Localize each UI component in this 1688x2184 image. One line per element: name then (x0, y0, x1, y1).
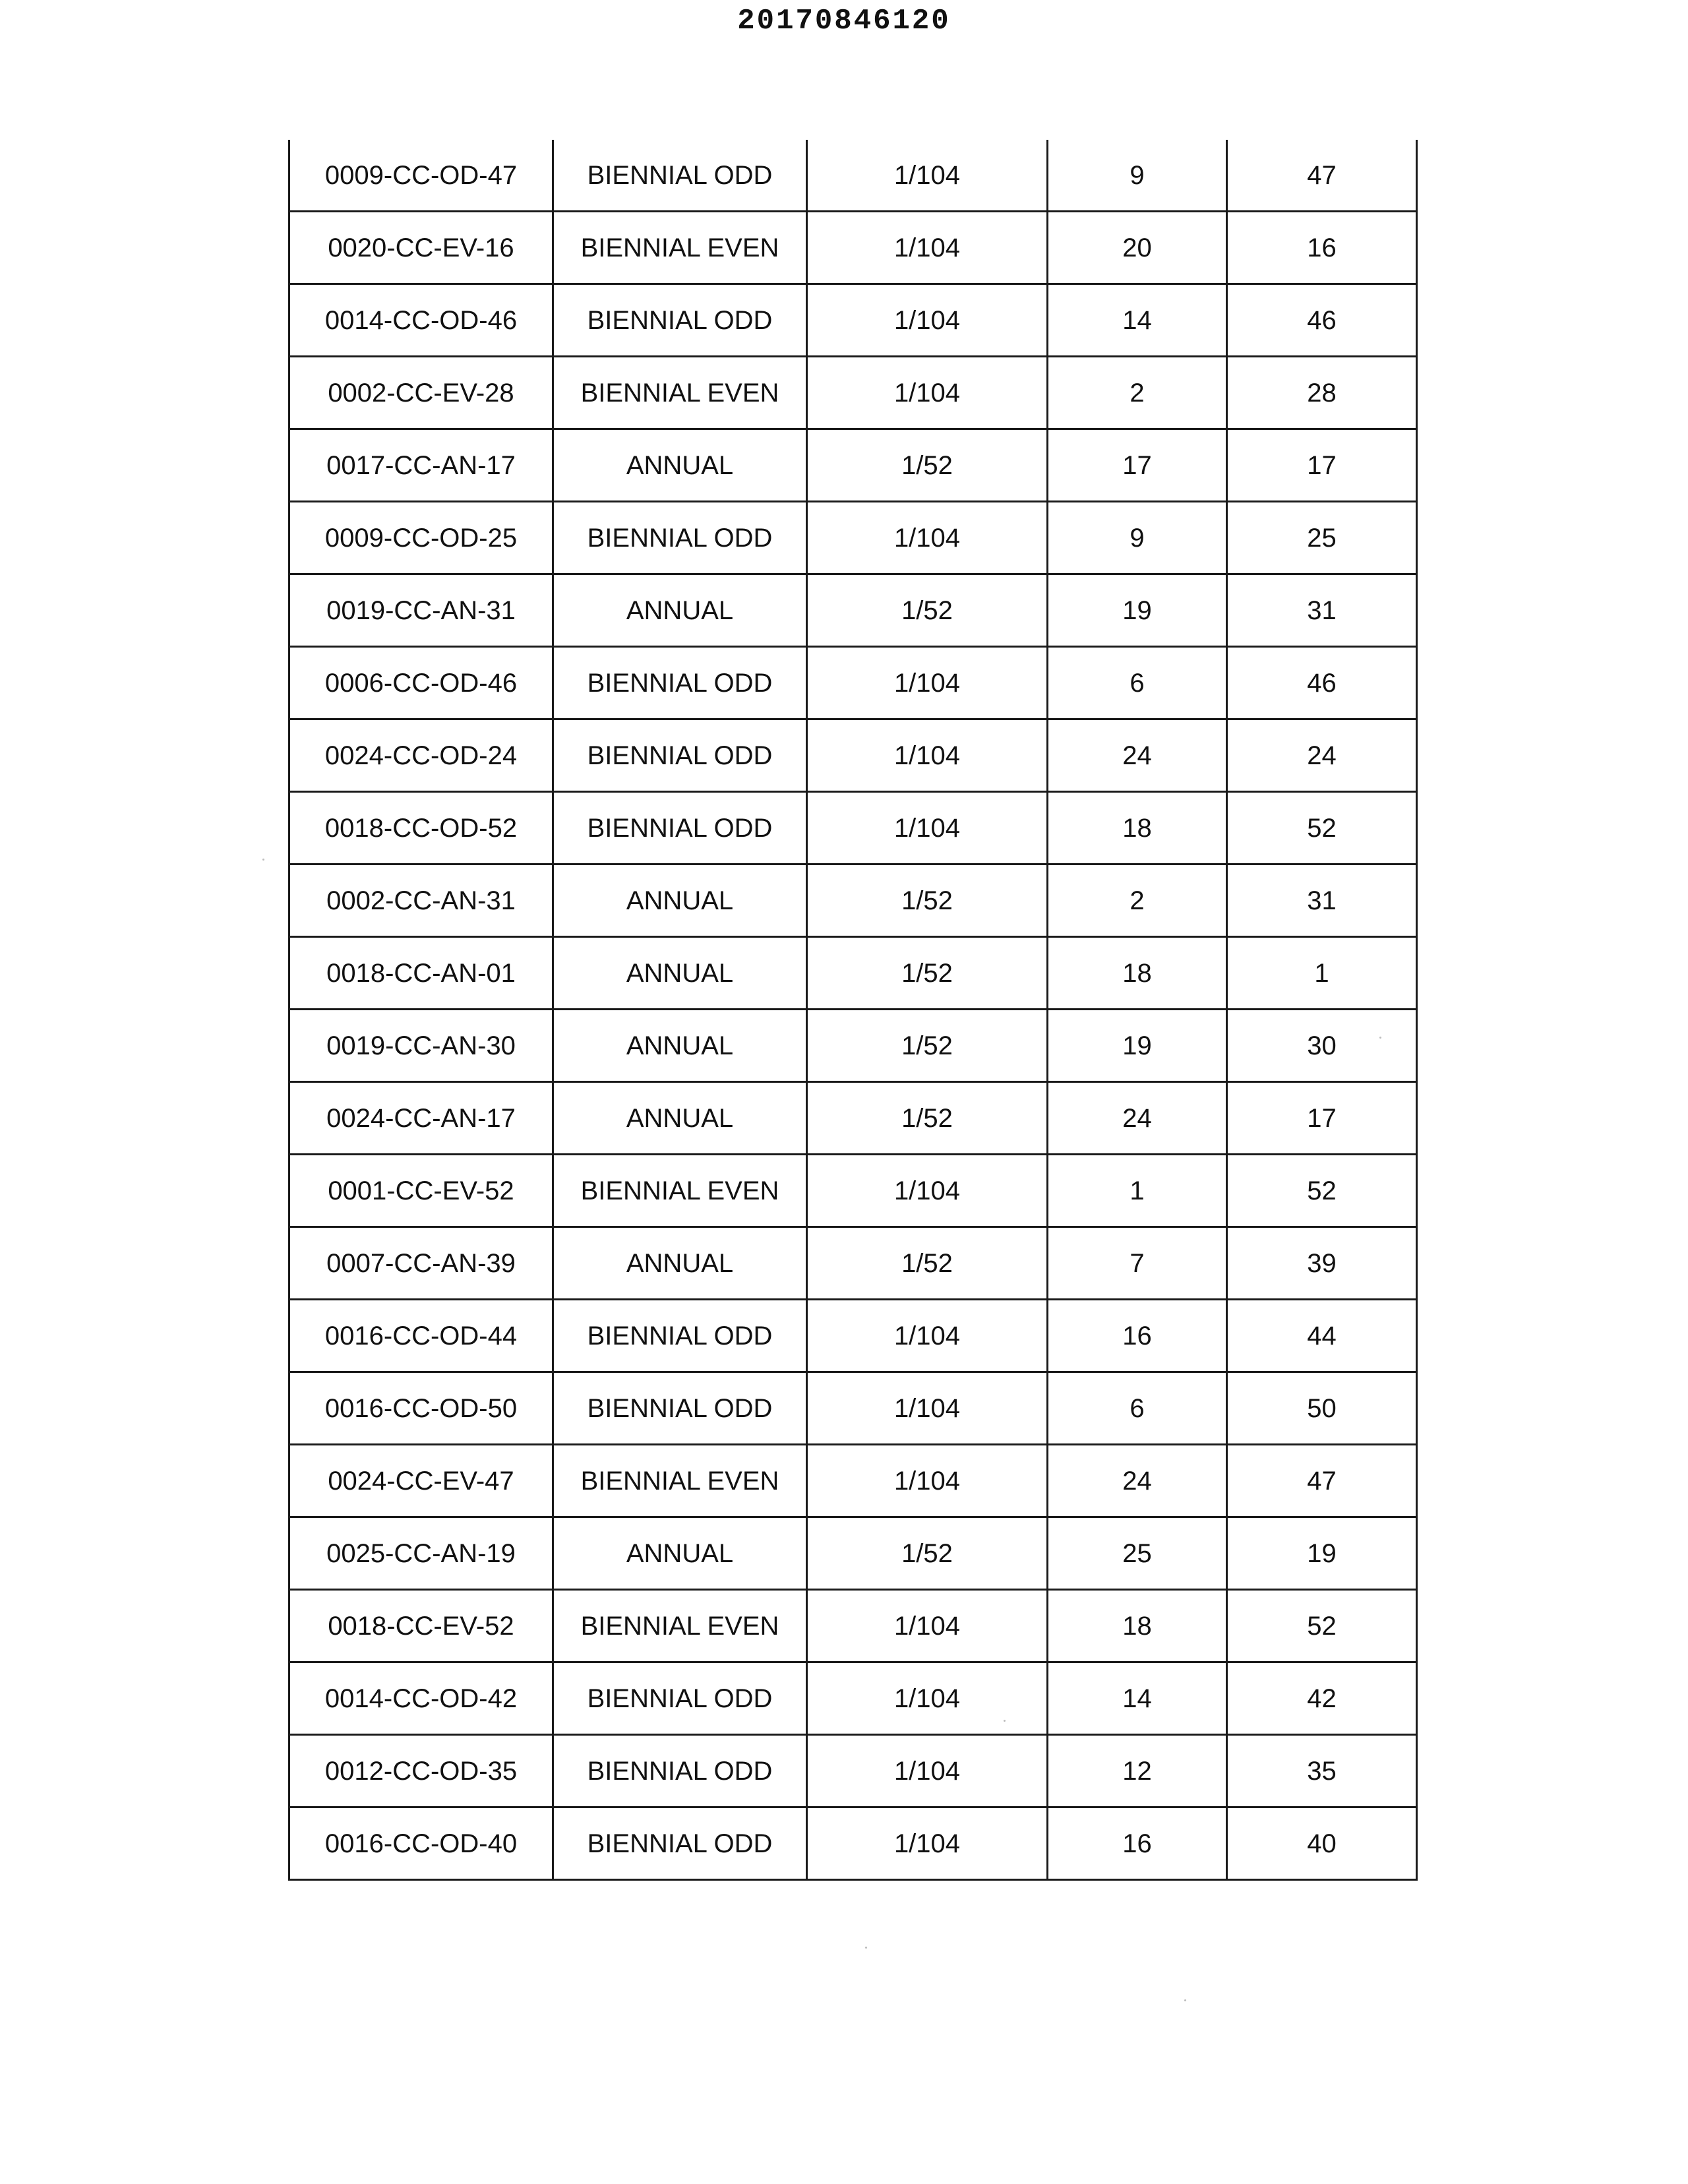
schedule-type-cell: ANNUAL (553, 1227, 807, 1300)
record-id-cell: 0018-CC-AN-01 (289, 937, 553, 1010)
schedule-type-cell: BIENNIAL ODD (553, 1372, 807, 1445)
frequency-cell: 1/104 (807, 357, 1048, 429)
schedule-type-cell: BIENNIAL ODD (553, 284, 807, 357)
week-number-cell: 16 (1048, 1807, 1227, 1880)
table-row (289, 284, 1417, 357)
table-row (289, 1590, 1417, 1662)
table-row (289, 937, 1417, 1010)
frequency-cell: 1/52 (807, 1010, 1048, 1082)
week-number-cell: 14 (1048, 284, 1227, 357)
frequency-cell: 1/104 (807, 1735, 1048, 1807)
scan-speck (1004, 1720, 1006, 1722)
week-number-cell: 7 (1048, 1227, 1227, 1300)
record-id-cell: 0009-CC-OD-25 (289, 502, 553, 574)
week-number-cell: 24 (1048, 719, 1227, 792)
table-row (289, 1082, 1417, 1155)
scan-speck (262, 859, 264, 861)
week-number-cell: 17 (1048, 429, 1227, 502)
record-id-cell: 0012-CC-OD-35 (289, 1735, 553, 1807)
week-number-cell: 24 (1048, 1445, 1227, 1517)
table-row (289, 357, 1417, 429)
schedule-type-cell: BIENNIAL EVEN (553, 1155, 807, 1227)
scan-speck (1379, 1037, 1381, 1039)
count-cell: 47 (1227, 1445, 1417, 1517)
frequency-cell: 1/52 (807, 864, 1048, 937)
count-cell: 35 (1227, 1735, 1417, 1807)
frequency-cell: 1/52 (807, 1227, 1048, 1300)
schedule-table-container (288, 140, 1416, 1881)
week-number-cell: 12 (1048, 1735, 1227, 1807)
schedule-type-cell: ANNUAL (553, 937, 807, 1010)
record-id-cell: 0018-CC-EV-52 (289, 1590, 553, 1662)
frequency-cell: 1/104 (807, 647, 1048, 719)
schedule-type-cell: ANNUAL (553, 574, 807, 647)
frequency-cell: 1/104 (807, 212, 1048, 284)
record-id-cell: 0024-CC-AN-17 (289, 1082, 553, 1155)
table-row (289, 864, 1417, 937)
document-number: 20170846120 (737, 5, 951, 38)
table-body (289, 140, 1417, 1880)
count-cell: 52 (1227, 1155, 1417, 1227)
table-row (289, 502, 1417, 574)
frequency-cell: 1/104 (807, 1372, 1048, 1445)
record-id-cell: 0006-CC-OD-46 (289, 647, 553, 719)
table-row (289, 1807, 1417, 1880)
frequency-cell: 1/52 (807, 1082, 1048, 1155)
record-id-cell: 0019-CC-AN-31 (289, 574, 553, 647)
schedule-type-cell: BIENNIAL ODD (553, 1735, 807, 1807)
record-id-cell: 0025-CC-AN-19 (289, 1517, 553, 1590)
record-id-cell: 0017-CC-AN-17 (289, 429, 553, 502)
schedule-type-cell: BIENNIAL ODD (553, 502, 807, 574)
table-row (289, 1372, 1417, 1445)
table-row (289, 1300, 1417, 1372)
table-row (289, 212, 1417, 284)
schedule-type-cell: BIENNIAL EVEN (553, 1445, 807, 1517)
record-id-cell: 0002-CC-AN-31 (289, 864, 553, 937)
record-id-cell: 0014-CC-OD-42 (289, 1662, 553, 1735)
schedule-type-cell: ANNUAL (553, 1517, 807, 1590)
count-cell: 47 (1227, 140, 1417, 212)
schedule-type-cell: ANNUAL (553, 1082, 807, 1155)
frequency-cell: 1/104 (807, 140, 1048, 212)
week-number-cell: 2 (1048, 357, 1227, 429)
table-row (289, 574, 1417, 647)
record-id-cell: 0009-CC-OD-47 (289, 140, 553, 212)
count-cell: 25 (1227, 502, 1417, 574)
count-cell: 19 (1227, 1517, 1417, 1590)
record-id-cell: 0016-CC-OD-50 (289, 1372, 553, 1445)
frequency-cell: 1/104 (807, 1590, 1048, 1662)
schedule-type-cell: ANNUAL (553, 864, 807, 937)
table-row (289, 1445, 1417, 1517)
scan-speck (1184, 1999, 1186, 2001)
table-row (289, 1517, 1417, 1590)
count-cell: 31 (1227, 864, 1417, 937)
count-cell: 30 (1227, 1010, 1417, 1082)
table-row (289, 429, 1417, 502)
week-number-cell: 20 (1048, 212, 1227, 284)
count-cell: 16 (1227, 212, 1417, 284)
record-id-cell: 0018-CC-OD-52 (289, 792, 553, 864)
frequency-cell: 1/104 (807, 792, 1048, 864)
week-number-cell: 18 (1048, 937, 1227, 1010)
week-number-cell: 2 (1048, 864, 1227, 937)
week-number-cell: 14 (1048, 1662, 1227, 1735)
schedule-type-cell: BIENNIAL EVEN (553, 212, 807, 284)
table-row (289, 1662, 1417, 1735)
count-cell: 17 (1227, 1082, 1417, 1155)
schedule-type-cell: BIENNIAL ODD (553, 140, 807, 212)
week-number-cell: 24 (1048, 1082, 1227, 1155)
count-cell: 52 (1227, 792, 1417, 864)
table-row (289, 647, 1417, 719)
count-cell: 46 (1227, 284, 1417, 357)
week-number-cell: 18 (1048, 792, 1227, 864)
frequency-cell: 1/104 (807, 1300, 1048, 1372)
count-cell: 24 (1227, 719, 1417, 792)
schedule-type-cell: BIENNIAL ODD (553, 1662, 807, 1735)
frequency-cell: 1/52 (807, 937, 1048, 1010)
frequency-cell: 1/104 (807, 1662, 1048, 1735)
frequency-cell: 1/52 (807, 1517, 1048, 1590)
record-id-cell: 0020-CC-EV-16 (289, 212, 553, 284)
schedule-type-cell: BIENNIAL EVEN (553, 1590, 807, 1662)
schedule-type-cell: BIENNIAL EVEN (553, 357, 807, 429)
count-cell: 28 (1227, 357, 1417, 429)
record-id-cell: 0014-CC-OD-46 (289, 284, 553, 357)
frequency-cell: 1/52 (807, 574, 1048, 647)
count-cell: 31 (1227, 574, 1417, 647)
record-id-cell: 0016-CC-OD-40 (289, 1807, 553, 1880)
count-cell: 42 (1227, 1662, 1417, 1735)
week-number-cell: 19 (1048, 1010, 1227, 1082)
record-id-cell: 0001-CC-EV-52 (289, 1155, 553, 1227)
schedule-type-cell: BIENNIAL ODD (553, 792, 807, 864)
count-cell: 1 (1227, 937, 1417, 1010)
week-number-cell: 18 (1048, 1590, 1227, 1662)
week-number-cell: 1 (1048, 1155, 1227, 1227)
record-id-cell: 0016-CC-OD-44 (289, 1300, 553, 1372)
frequency-cell: 1/104 (807, 502, 1048, 574)
schedule-type-cell: ANNUAL (553, 429, 807, 502)
table-row (289, 792, 1417, 864)
table-row (289, 1735, 1417, 1807)
week-number-cell: 6 (1048, 1372, 1227, 1445)
week-number-cell: 6 (1048, 647, 1227, 719)
record-id-cell: 0007-CC-AN-39 (289, 1227, 553, 1300)
table-row (289, 1155, 1417, 1227)
count-cell: 40 (1227, 1807, 1417, 1880)
table-row (289, 1227, 1417, 1300)
schedule-type-cell: BIENNIAL ODD (553, 719, 807, 792)
count-cell: 50 (1227, 1372, 1417, 1445)
table-row (289, 140, 1417, 212)
count-cell: 46 (1227, 647, 1417, 719)
schedule-type-cell: BIENNIAL ODD (553, 1300, 807, 1372)
frequency-cell: 1/104 (807, 719, 1048, 792)
record-id-cell: 0024-CC-OD-24 (289, 719, 553, 792)
frequency-cell: 1/104 (807, 1807, 1048, 1880)
record-id-cell: 0002-CC-EV-28 (289, 357, 553, 429)
table-row (289, 719, 1417, 792)
count-cell: 39 (1227, 1227, 1417, 1300)
schedule-type-cell: BIENNIAL ODD (553, 1807, 807, 1880)
week-number-cell: 25 (1048, 1517, 1227, 1590)
week-number-cell: 19 (1048, 574, 1227, 647)
week-number-cell: 9 (1048, 140, 1227, 212)
table-row (289, 1010, 1417, 1082)
frequency-cell: 1/104 (807, 284, 1048, 357)
frequency-cell: 1/104 (807, 1445, 1048, 1517)
schedule-type-cell: ANNUAL (553, 1010, 807, 1082)
week-number-cell: 16 (1048, 1300, 1227, 1372)
schedule-table (288, 140, 1418, 1881)
scan-speck (865, 1947, 867, 1949)
record-id-cell: 0024-CC-EV-47 (289, 1445, 553, 1517)
count-cell: 52 (1227, 1590, 1417, 1662)
week-number-cell: 9 (1048, 502, 1227, 574)
frequency-cell: 1/104 (807, 1155, 1048, 1227)
record-id-cell: 0019-CC-AN-30 (289, 1010, 553, 1082)
schedule-type-cell: BIENNIAL ODD (553, 647, 807, 719)
count-cell: 44 (1227, 1300, 1417, 1372)
frequency-cell: 1/52 (807, 429, 1048, 502)
count-cell: 17 (1227, 429, 1417, 502)
